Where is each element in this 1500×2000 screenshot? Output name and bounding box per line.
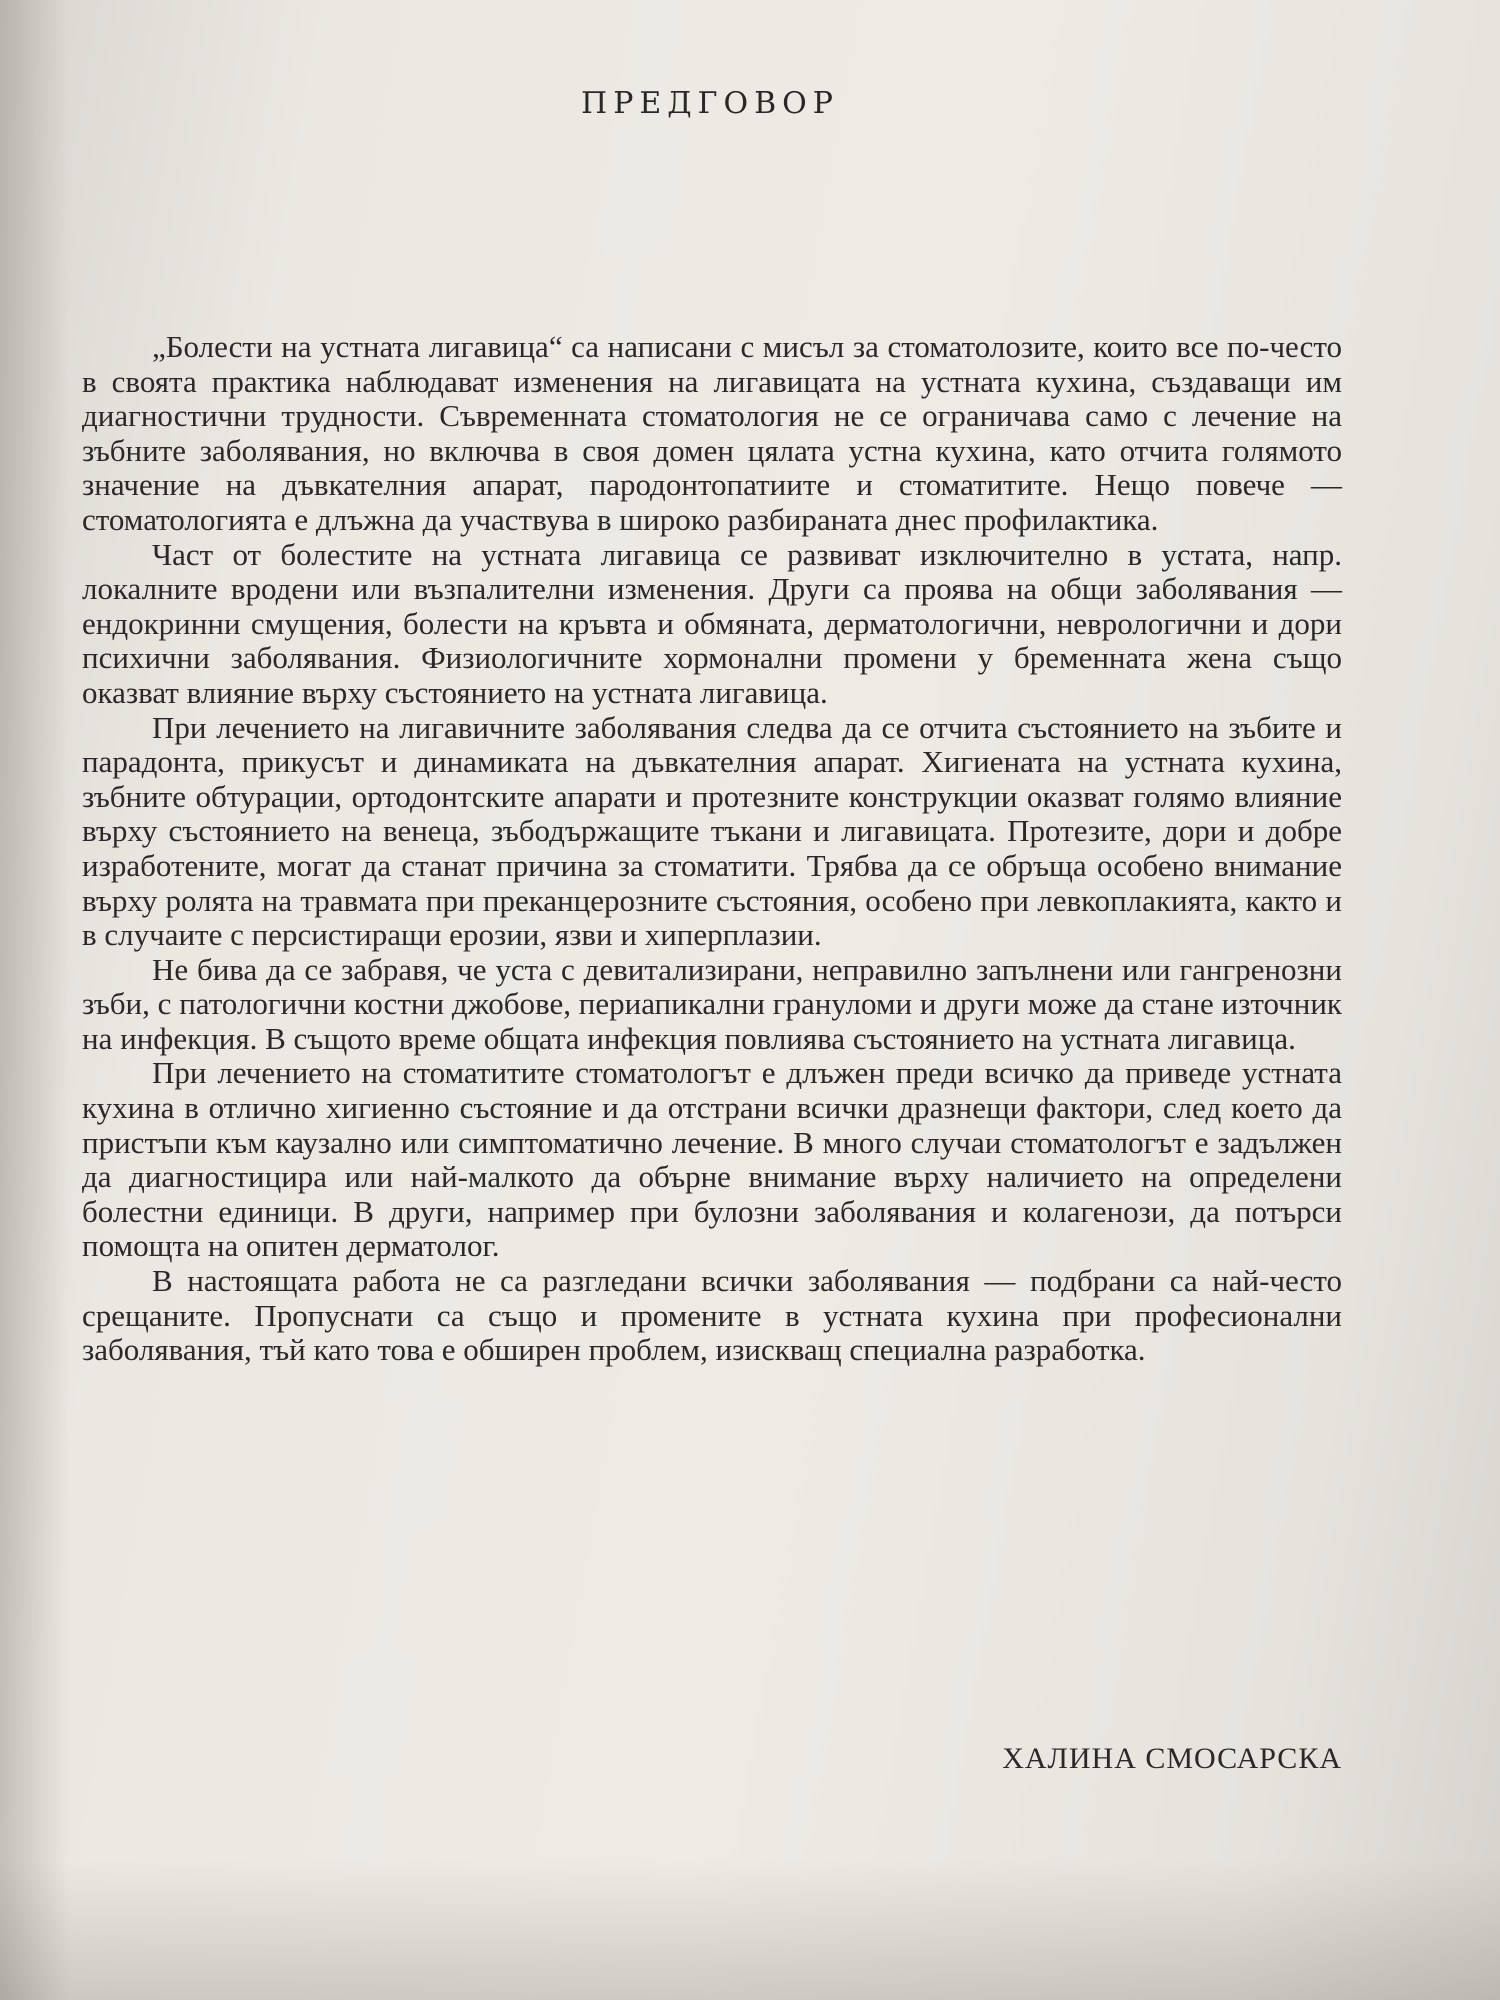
- paragraph-3: При лечението на лигавичните заболявания следва да се отчита състоянието на зъбите и парадонта, прикусът и динамиката на дъвкателния апарат. Хигиената на устната кухина, зъбните обтурации, ортодонтските апарати и протезните конструкции оказват голямо влияние върху състоянието на венеца, зъбодържащите тъкани и лигавицата. Протезите, дори и добре изработените, могат да станат причина за стоматити. Трябва да се обръща особено внимание върху ролята на травмата при преканцерозните състояния, особено при левкоплакията, както и в случаите с персистиращи ерозии, язви и хиперплазии.: [82, 709, 1342, 953]
- paragraph-2: Част от болестите на устната лигавица се развиват изключително в устата, напр. локалните вродени или възпалителни изменения. Други са проява на общи заболявания — ендокринни смущения, болести на кръвта и обмяната, дерматологични, неврологични и дори психични заболявания. Физиологичните хормонални промени у бременната жена също оказват влияние върху състоянието на устната лигавица.: [82, 536, 1342, 710]
- paragraph-4: Не бива да се забравя, че уста с девитализирани, неправилно запълнени или гангренозни зъби, с патологични костни джобове, периапикални грануломи и други може да стане източник на инфекция. В същото време общата инфекция повлиява състоянието на устната лигавица.: [82, 951, 1342, 1056]
- page-bottom-shadow: [0, 1860, 1500, 2000]
- paragraph-5: При лечението на стоматитите стоматологът е длъжен преди всичко да приведе устната кухина в отлично хигиенно състояние и да отстрани всички дразнещи фактори, след което да пристъпи към каузално или симптоматично лечение. В много случаи стоматологът е задължен да диагностицира или най-малкото да обърне внимание върху наличието на определени болестни единици. В други, например при булозни заболявания и колагенози, да потърси помощта на опитен дерматолог.: [82, 1055, 1342, 1264]
- preface-body: [82, 330, 1342, 1368]
- page-gutter-shadow: [0, 0, 70, 2000]
- author-signature: ХАЛИНА СМОСАРСКА: [1002, 1742, 1342, 1775]
- paragraph-1: „Болести на устната лигавица“ са написани с мисъл за стоматолозите, които все по-често в своята практика наблюдават изменения на лигавицата на устната кухина, създаващи им диагностични трудности. Съвременната стоматология не се ограничава само с лечение на зъбните заболявания, но включва в своя домен цялата устна кухина, като отчита голямото значение на дъвкателния апарат, пародонтопатиите и стоматитите. Нещо повече — стоматологията е длъжна да участвува в широко разбираната днес профилактика.: [82, 329, 1342, 537]
- paragraph-6: В настоящата работа не са разгледани всички заболявания — подбрани са най-често срещаните. Пропуснати са също и промените в устната кухина при професионални заболявания, тъй като това е обширен проблем, изискващ специална разработка.: [82, 1263, 1342, 1368]
- page-title: ПРЕДГОВОР: [581, 86, 839, 121]
